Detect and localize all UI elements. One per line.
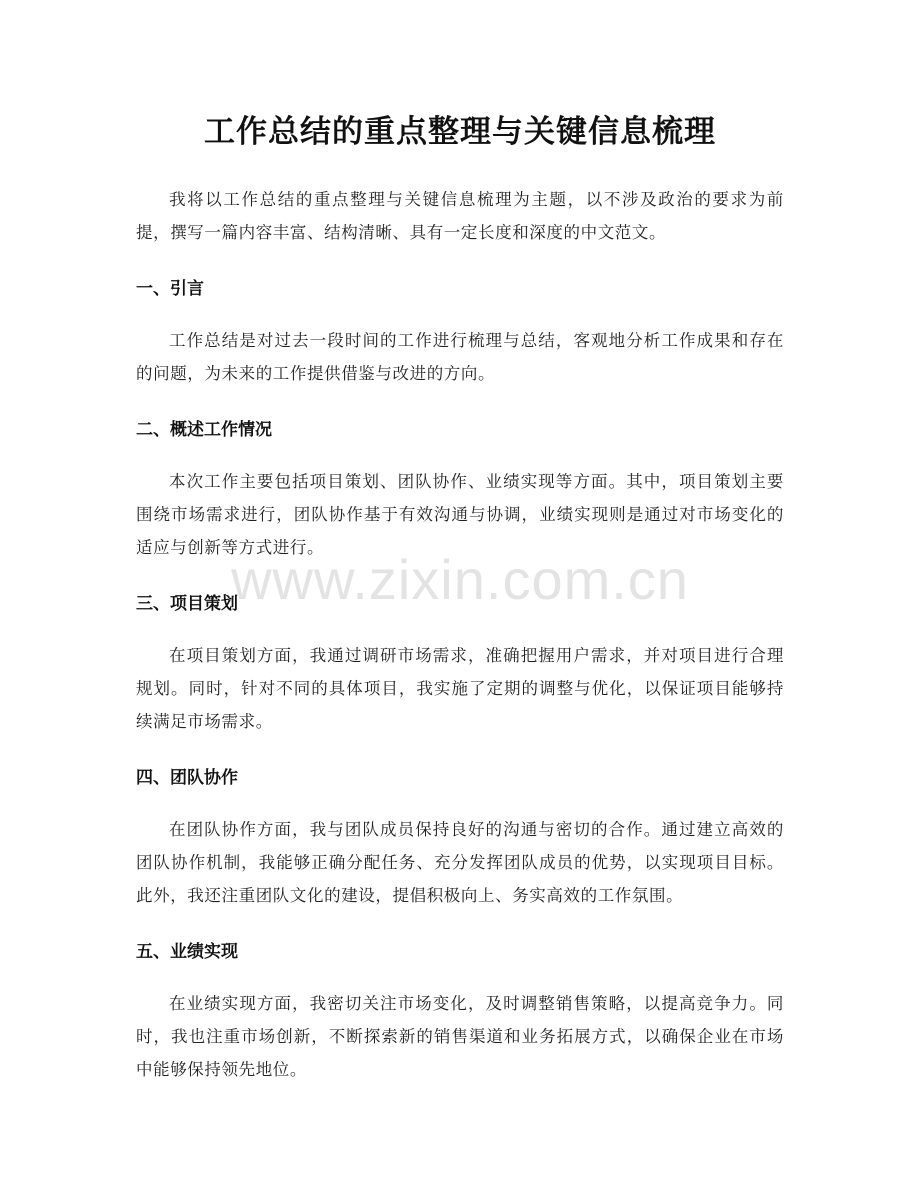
section-heading-teamwork: 四、团队协作 bbox=[136, 768, 238, 788]
watermark-text: www.zixin.com.cn bbox=[231, 548, 689, 611]
document-title: 工作总结的重点整理与关键信息梳理 bbox=[204, 114, 716, 150]
intro-paragraph: 我将以工作总结的重点整理与关键信息梳理为主题，以不涉及政治的要求为前提，撰写一篇内容丰富、结构清晰、具有一定长度和深度的中文范文。 bbox=[136, 190, 784, 242]
section-body-performance: 在业绩实现方面，我密切关注市场变化，及时调整销售策略，以提高竞争力。同时，我也注重市场创新，不断探索新的销售渠道和业务拓展方式，以确保企业在市场中能够保持领先地位。 bbox=[136, 994, 784, 1079]
section-body-project-planning: 在项目策划方面，我通过调研市场需求，准确把握用户需求，并对项目进行合理规划。同时，针对不同的具体项目，我实施了定期的调整与优化，以保证项目能够持续满足市场需求。 bbox=[136, 646, 784, 731]
document-body bbox=[136, 183, 784, 1086]
section-body-overview: 本次工作主要包括项目策划、团队协作、业绩实现等方面。其中，项目策划主要围绕市场需求进行，团队协作基于有效沟通与协调，业绩实现则是通过对市场变化的适应与创新等方式进行。 bbox=[136, 472, 784, 557]
section-body-introduction: 工作总结是对过去一段时间的工作进行梳理与总结，客观地分析工作成果和存在的问题，为未来的工作提供借鉴与改进的方向。 bbox=[136, 331, 784, 383]
section-heading-introduction: 一、引言 bbox=[136, 279, 204, 299]
section-heading-project-planning: 三、项目策划 bbox=[136, 594, 238, 614]
section-heading-performance: 五、业绩实现 bbox=[136, 942, 238, 962]
section-heading-overview: 二、概述工作情况 bbox=[136, 420, 272, 440]
section-body-teamwork: 在团队协作方面，我与团队成员保持良好的沟通与密切的合作。通过建立高效的团队协作机制，我能够正确分配任务、充分发挥团队成员的优势，以实现项目目标。此外，我还注重团队文化的建设，提倡积极向上、务实高效的工作氛围。 bbox=[136, 820, 784, 905]
